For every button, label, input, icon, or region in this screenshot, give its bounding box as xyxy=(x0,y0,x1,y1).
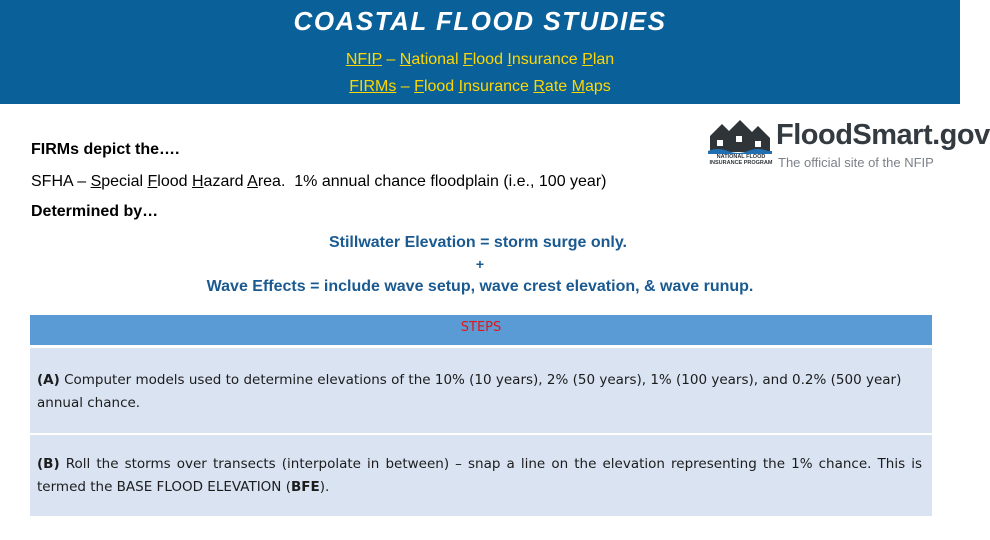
sfha-word-initial: S xyxy=(90,173,102,190)
sfha-word-rest: azard xyxy=(203,173,248,190)
sfha-word-rest: rea. xyxy=(257,173,286,190)
firms-definition xyxy=(0,78,960,96)
sfha-word-rest: lood xyxy=(157,173,192,190)
program-line-2: INSURANCE PROGRAM xyxy=(709,160,773,166)
sfha-word-initial: A xyxy=(247,173,258,190)
firms-acronym: FIRMs xyxy=(349,78,397,95)
nfip-word-initial: N xyxy=(399,51,412,68)
nfip-program-label xyxy=(708,154,774,166)
nfip-acronym: NFIP xyxy=(345,51,382,68)
firms-depict-heading: FIRMs depict the…. xyxy=(31,141,180,158)
step-b xyxy=(30,435,932,516)
page-title: COASTAL FLOOD STUDIES xyxy=(293,6,667,36)
firms-separator: – xyxy=(396,78,415,95)
firms-word-initial: M xyxy=(571,78,585,95)
firms-word-rest: ate xyxy=(544,78,572,95)
step-b-text: Roll the storms over transects (interpolate in between) – snap a line on the elevation representing the 1% chance. This is termed the BASE FLOOD ELEVATION ( xyxy=(37,456,922,495)
firms-word-initial: F xyxy=(414,78,424,95)
step-b-tag: (B) xyxy=(37,456,60,472)
sfha-tail: 1% annual chance floodplain (i.e., 100 year) xyxy=(285,173,607,190)
step-b-close: ). xyxy=(319,479,330,495)
floodsmart-wordmark: FloodSmart.gov xyxy=(776,119,990,151)
sfha-definition xyxy=(31,173,606,191)
nfip-word-initial: I xyxy=(507,51,512,68)
steps-heading: STEPS xyxy=(30,315,932,345)
sfha-word-rest: pecial xyxy=(101,173,148,190)
program-line-1: NATIONAL FLOOD xyxy=(716,154,766,160)
floodsmart-tagline: The official site of the NFIP xyxy=(778,155,934,170)
firms-word-rest: lood xyxy=(423,78,459,95)
step-a-text: Computer models used to determine elevations of the 10% (10 years), 2% (50 years), 1% (100 years), and 0.2% (500 year) annual chance. xyxy=(37,372,902,411)
firms-word-rest: nsurance xyxy=(463,78,534,95)
step-a-tag: (A) xyxy=(37,372,60,388)
nfip-separator: – xyxy=(381,51,400,68)
step-a xyxy=(30,348,932,433)
header-bar xyxy=(0,0,960,104)
firms-word-initial: I xyxy=(458,78,464,95)
firms-word-initial: R xyxy=(533,78,545,95)
nfip-word-rest: nsurance xyxy=(511,51,583,68)
nfip-word-initial: F xyxy=(462,51,473,68)
nfip-word-rest: lood xyxy=(472,51,508,68)
nfip-word-rest: ational xyxy=(411,51,463,68)
plus-sign: + xyxy=(475,256,485,272)
nfip-word-rest: lan xyxy=(592,51,615,68)
wave-effects-line: Wave Effects = include wave setup, wave crest elevation, & wave runup. xyxy=(206,278,754,295)
nfip-word-initial: P xyxy=(582,51,593,68)
stillwater-line: Stillwater Elevation = storm surge only. xyxy=(328,234,627,251)
sfha-word-initial: H xyxy=(191,173,204,190)
step-b-bfe: BFE xyxy=(290,479,320,495)
sfha-word-initial: F xyxy=(147,173,158,190)
firms-word-rest: aps xyxy=(584,78,611,95)
nfip-definition xyxy=(0,51,960,69)
sfha-lead: SFHA – xyxy=(31,173,91,190)
determined-by-heading: Determined by… xyxy=(31,203,159,220)
